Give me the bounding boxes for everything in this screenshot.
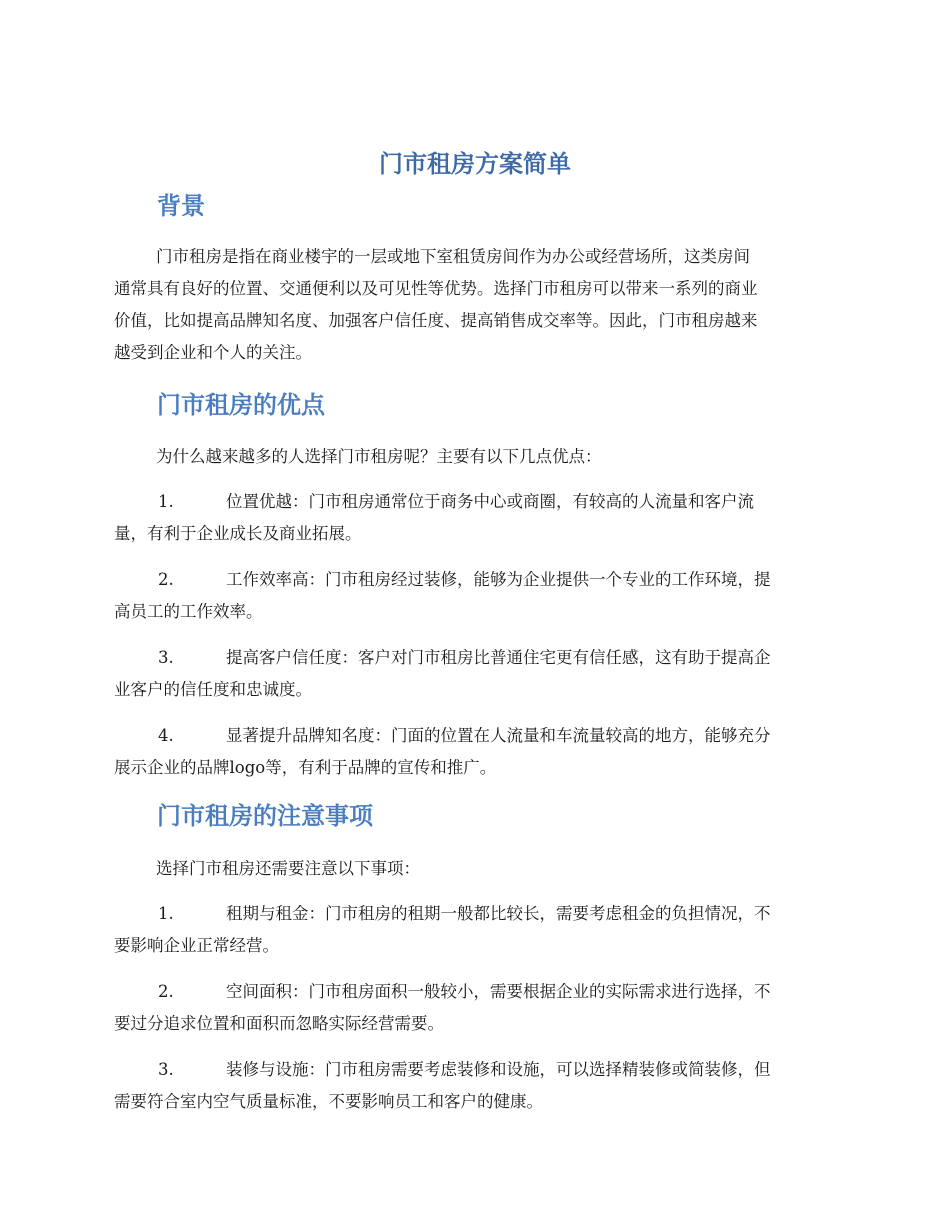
section-heading-precautions: 门市租房的注意事项 xyxy=(157,802,373,830)
list-number: 1. xyxy=(158,904,174,923)
list-item xyxy=(114,720,840,784)
list-item-text: 提高客户信任度：客户对门市租房比普通住宅更有信任感，这有助于提高企 xyxy=(226,648,771,667)
list-item xyxy=(114,1054,840,1118)
list-item-text: 租期与租金：门市租房的租期一般都比较长，需要考虑租金的负担情况，不 xyxy=(226,904,771,923)
list-item-text: 位置优越：门市租房通常位于商务中心或商圈，有较高的人流量和客户流 xyxy=(226,492,754,511)
paragraph-line: 越受到企业和个人的关注。 xyxy=(114,343,312,362)
list-number: 2. xyxy=(158,570,174,589)
list-number: 3. xyxy=(158,1060,174,1079)
precautions-intro: 选择门市租房还需要注意以下事项： xyxy=(156,859,420,878)
list-number: 4. xyxy=(158,726,174,745)
list-number: 2. xyxy=(158,982,174,1001)
list-number: 1. xyxy=(158,492,174,511)
list-item xyxy=(114,642,840,706)
list-item-text: 展示企业的品牌logo等，有利于品牌的宣传和推广。 xyxy=(114,758,497,777)
list-item xyxy=(114,898,840,962)
list-item xyxy=(114,976,840,1040)
advantages-intro: 为什么越来越多的人选择门市租房呢？主要有以下几点优点： xyxy=(156,447,602,466)
paragraph-line: 门市租房是指在商业楼宇的一层或地下室租赁房间作为办公或经营场所，这类房间 xyxy=(156,247,750,266)
list-item-text: 工作效率高：门市租房经过装修，能够为企业提供一个专业的工作环境，提 xyxy=(226,570,771,589)
list-item-text: 量，有利于企业成长及商业拓展。 xyxy=(114,524,362,543)
list-item xyxy=(114,486,840,550)
section-heading-advantages: 门市租房的优点 xyxy=(157,391,325,419)
list-item-text: 需要符合室内空气质量标准，不要影响员工和客户的健康。 xyxy=(114,1092,543,1111)
list-item-text: 业客户的信任度和忠诚度。 xyxy=(114,680,312,699)
document-title: 门市租房方案简单 xyxy=(379,150,571,178)
list-number: 3. xyxy=(158,648,174,667)
list-item-text: 装修与设施：门市租房需要考虑装修和设施，可以选择精装修或简装修，但 xyxy=(226,1060,771,1079)
list-item-text: 显著提升品牌知名度：门面的位置在人流量和车流量较高的地方，能够充分 xyxy=(226,726,771,745)
list-item-text: 高员工的工作效率。 xyxy=(114,602,263,621)
list-item-text: 空间面积：门市租房面积一般较小，需要根据企业的实际需求进行选择，不 xyxy=(226,982,771,1001)
section-heading-background: 背景 xyxy=(157,192,205,220)
paragraph-line: 价值，比如提高品牌知名度、加强客户信任度、提高销售成交率等。因此，门市租房越来 xyxy=(114,311,758,330)
paragraph-line: 通常具有良好的位置、交通便利以及可见性等优势。选择门市租房可以带来一系列的商业 xyxy=(114,279,758,298)
list-item-text: 要影响企业正常经营。 xyxy=(114,936,279,955)
background-paragraph xyxy=(114,241,840,369)
list-item-text: 要过分追求位置和面积而忽略实际经营需要。 xyxy=(114,1014,444,1033)
list-item xyxy=(114,564,840,628)
